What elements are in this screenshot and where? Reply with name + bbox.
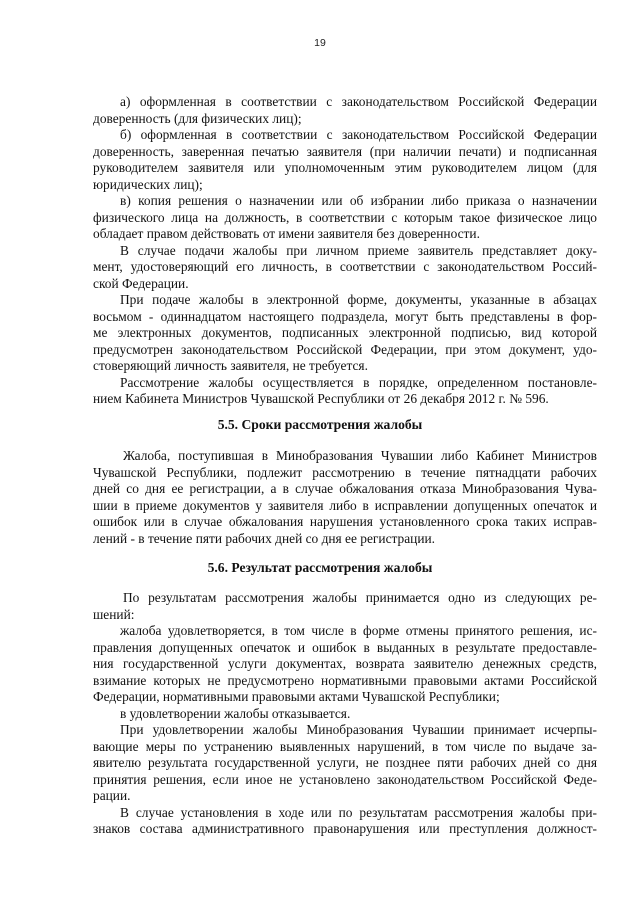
text-line: Федерации, нормативными правовыми актами Чувашской Республики;: [93, 689, 500, 704]
text-line: ме электронных документов, подписанных электронной подписью, вид которой: [93, 325, 597, 340]
text-line: принятия решения, если иное не установлено законодательством Российской Феде-: [93, 771, 597, 787]
text-line: восьмом - одиннадцатом настоящего подраздела, могут быть представлены в фор-: [93, 308, 597, 324]
text-line: доверенность, заверенная печатью заявителя (при наличии печати) и подписанная: [93, 143, 597, 159]
text-line: По результатам рассмотрения жалобы принимается одно из следующих ре-: [123, 590, 597, 605]
text-line: обладает правом действовать от имени заявителя без доверенности.: [93, 226, 480, 241]
text-line: стоверяющий личность заявителя, не требуется.: [93, 358, 368, 373]
text-line: руководителем заявителя или уполномоченным этим руководителем лицом (для: [93, 160, 597, 175]
text-line: При удовлетворении жалобы Минобразования Чувашии принимает исчерпы-: [120, 722, 597, 737]
text-line: Жалоба, поступившая в Минобразования Чувашии либо Кабинет Министров: [123, 448, 597, 463]
text-line: а) оформленная в соответствии с законодательством Российской Федерации: [120, 94, 597, 109]
paragraphs-5-6: [93, 590, 597, 838]
text-line: предусмотрен законодательством Российской Федерации, при этом документ, удо-: [93, 341, 597, 357]
text-line: Рассмотрение жалобы осуществляется в порядке, определенном постановле-: [120, 374, 597, 390]
text-line: физического лица на должность, в соответствии с которым такое физическое лицо: [93, 209, 597, 225]
text-line: знаков состава административного правонарушения или преступления должност-: [93, 821, 597, 836]
text-line: вающие меры по устранению выявленных нарушений, в том числе по выдаче за-: [93, 738, 597, 754]
text-line: доверенность (для физических лиц);: [93, 110, 302, 126]
text-line: в) копия решения о назначении или об избрании либо приказа о назначении: [120, 193, 597, 208]
text-line: рации.: [93, 788, 131, 803]
text-line: б) оформленная в соответствии с законодательством Российской Федерации: [120, 127, 597, 142]
paragraph-5-5: [93, 448, 597, 547]
text-line: в удовлетворении жалобы отказывается.: [120, 705, 351, 721]
paragraphs-5-4: [93, 94, 597, 408]
text-line: явителю результата государственной услуги, не позднее пяти рабочих дней со дня: [93, 755, 597, 770]
section-heading-5-5: 5.5. Сроки рассмотрения жалобы: [217, 417, 423, 432]
text-line: юридических лиц);: [93, 176, 203, 192]
text-line: При подаче жалобы в электронной форме, документы, указанные в абзацах: [120, 292, 597, 307]
text-line: дней со дня ее регистрации, а в случае обжалования отказа Минобразования Чува-: [93, 481, 597, 496]
text-line: нием Кабинета Министров Чувашской Республики от 26 декабря 2012 г. № 596.: [93, 391, 549, 406]
text-line: В случае установления в ходе или по результатам рассмотрения жалобы при-: [120, 804, 597, 820]
text-line: ской Федерации.: [93, 275, 189, 291]
text-line: Чувашской Республики, подлежит рассмотрению в течение пятнадцати рабочих: [93, 464, 597, 480]
text-line: мент, удостоверяющий его личность, в соответствии с законодательством Россий-: [93, 259, 597, 274]
text-line: ошибок или в случае обжалования нарушения установленного срока таких исправ-: [93, 514, 597, 529]
text-line: шии в приеме документов у заявителя либо в исправлении допущенных опечаток и: [93, 497, 597, 513]
text-line: взимание которых не предусмотрено нормативными правовыми актами Российской: [93, 672, 597, 688]
text-line: шений:: [93, 606, 135, 622]
page-number: 19: [314, 37, 326, 49]
text-line: В случае подачи жалобы при личном приеме заявитель представляет доку-: [120, 242, 597, 258]
text-line: ния государственной услуги документах, возврата заявителю денежных средств,: [93, 656, 597, 671]
section-heading-5-6: 5.6. Результат рассмотрения жалобы: [207, 560, 433, 575]
text-line: жалоба удовлетворяется, в том числе в форме отмены принятого решения, ис-: [120, 623, 597, 638]
text-line: правления допущенных опечаток и ошибок в выданных в результате предоставле-: [93, 639, 597, 655]
text-line: лений - в течение пяти рабочих дней со дня ее регистрации.: [93, 530, 436, 546]
